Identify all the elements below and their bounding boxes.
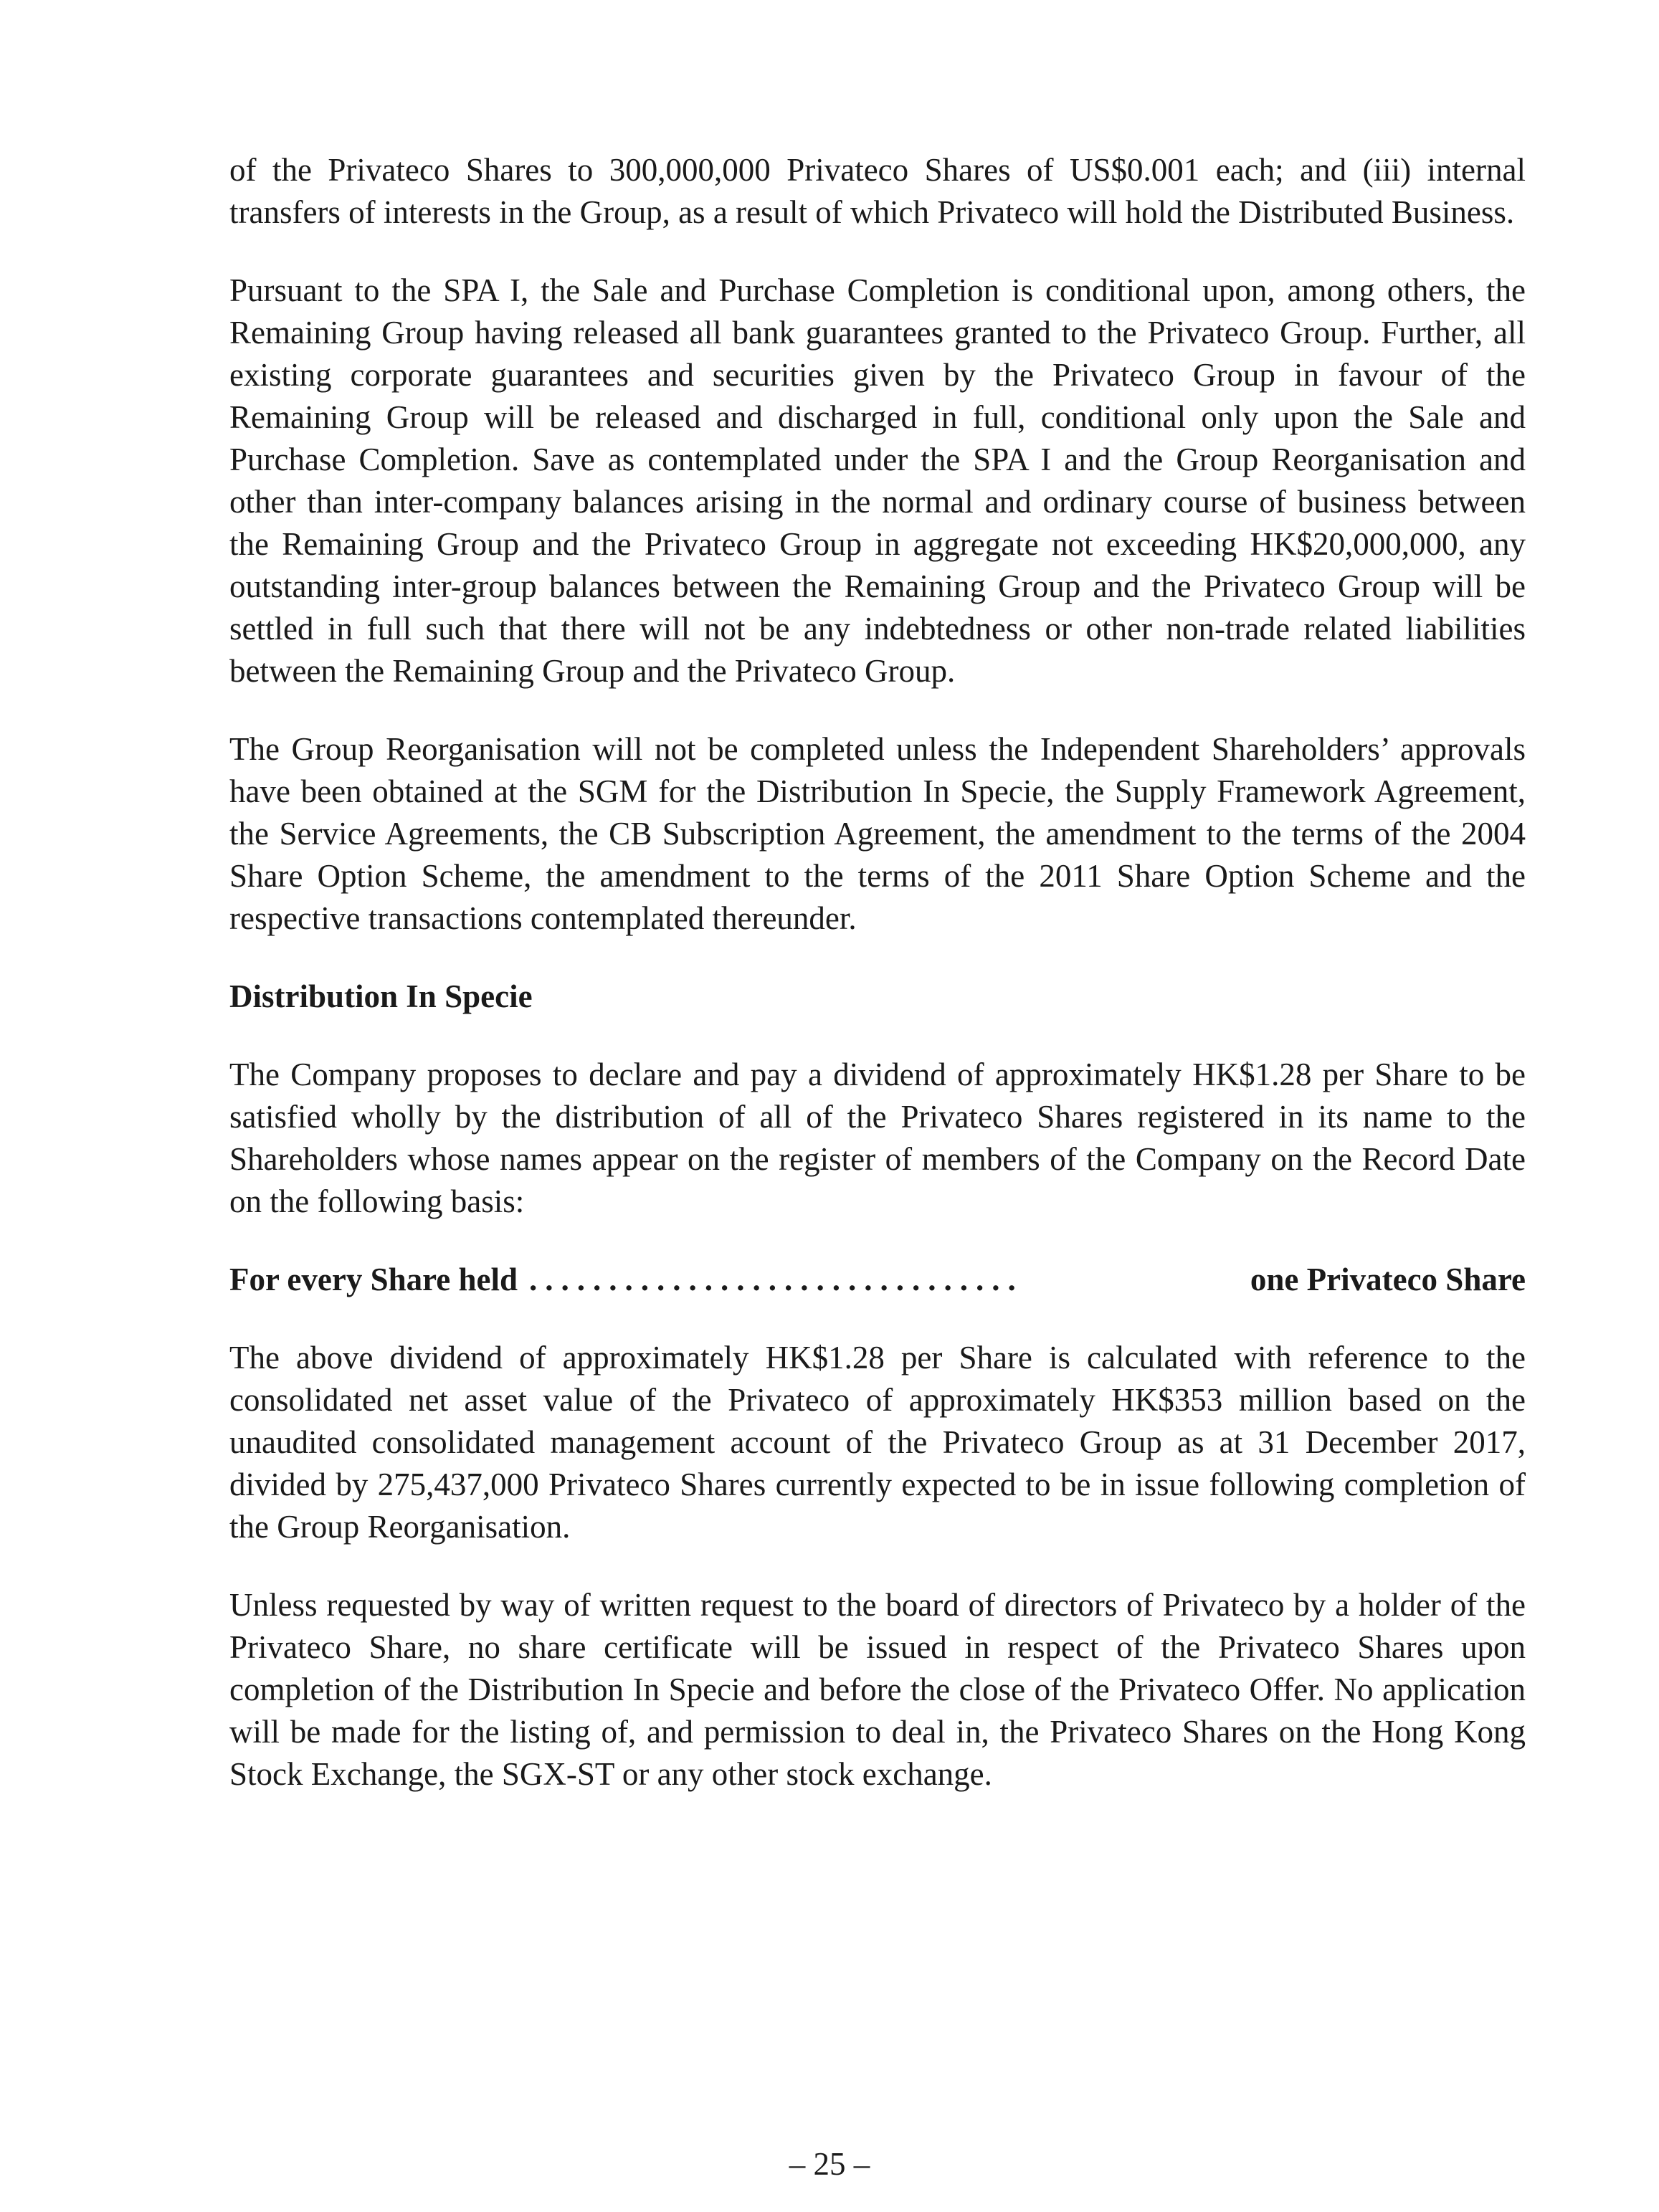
document-body	[229, 149, 1526, 1831]
paragraph-share-certificates-listing: Unless requested by way of written request to the board of directors of Privateco by a holder of the Privateco Share, no share certificate will be issued in respect of the Privateco Shares upon completion of the Distribution In Specie and before the close of the Privateco Offer. No application will be made for the listing of, and permission to deal in, the Privateco Shares on the Hong Kong Stock Exchange, the SGX-ST or any other stock exchange.	[229, 1587, 1526, 1792]
paragraph-group-reorganisation-continued: of the Privateco Shares to 300,000,000 Privateco Shares of US$0.001 each; and (iii) internal transfers of interests in the Group, as a result of which Privateco will hold the Distributed Business.	[229, 152, 1526, 230]
basis-left-label: For every Share held	[229, 1262, 518, 1297]
dot-leader: ...............................	[529, 1262, 1024, 1297]
distribution-basis-line	[229, 1259, 1526, 1301]
paragraph-dividend-proposal: The Company proposes to declare and pay a dividend of approximately HK$1.28 per Share to be satisfied wholly by the distribution of all of the Privateco Shares registered in its name to the Shareholders whose names appear on the register of members of the Company on the Record Date on the following basis:	[229, 1057, 1526, 1219]
paragraph-reorganisation-approvals: The Group Reorganisation will not be completed unless the Independent Shareholders’ approvals have been obtained at the SGM for the Distribution In Specie, the Supply Framework Agreement, the Service Agreements, the CB Subscription Agreement, the amendment to the terms of the 2004 Share Option Scheme, the amendment to the terms of the 2011 Share Option Scheme and the respective transactions contemplated thereunder.	[229, 731, 1526, 936]
basis-right-label: one Privateco Share	[1250, 1262, 1526, 1297]
paragraph-dividend-calculation: The above dividend of approximately HK$1.28 per Share is calculated with reference to the consolidated net asset value of the Privateco of approximately HK$353 million based on the unaudited consolidated management account of the Privateco Group as at 31 December 2017, divided by 275,437,000 Privateco Shares currently expected to be in issue following completion of the Group Reorganisation.	[229, 1340, 1526, 1545]
page-number: – 25 –	[789, 2146, 870, 2182]
section-heading-distribution-in-specie: Distribution In Specie	[229, 978, 533, 1014]
paragraph-spa-conditions: Pursuant to the SPA I, the Sale and Purchase Completion is conditional upon, among others, the Remaining Group having released all bank guarantees granted to the Privateco Group. Further, all existing corporate guarantees and securities given by the Privateco Group in favour of the Remaining Group will be released and discharged in full, conditional only upon the Sale and Purchase Completion. Save as contemplated under the SPA I and the Group Reorganisation and other than inter-company balances arising in the normal and ordinary course of business between the Remaining Group and the Privateco Group in aggregate not exceeding HK$20,000,000, any outstanding inter-group balances between the Remaining Group and the Privateco Group will be settled in full such that there will not be any indebtedness or other non-trade related liabilities between the Remaining Group and the Privateco Group.	[229, 272, 1526, 689]
